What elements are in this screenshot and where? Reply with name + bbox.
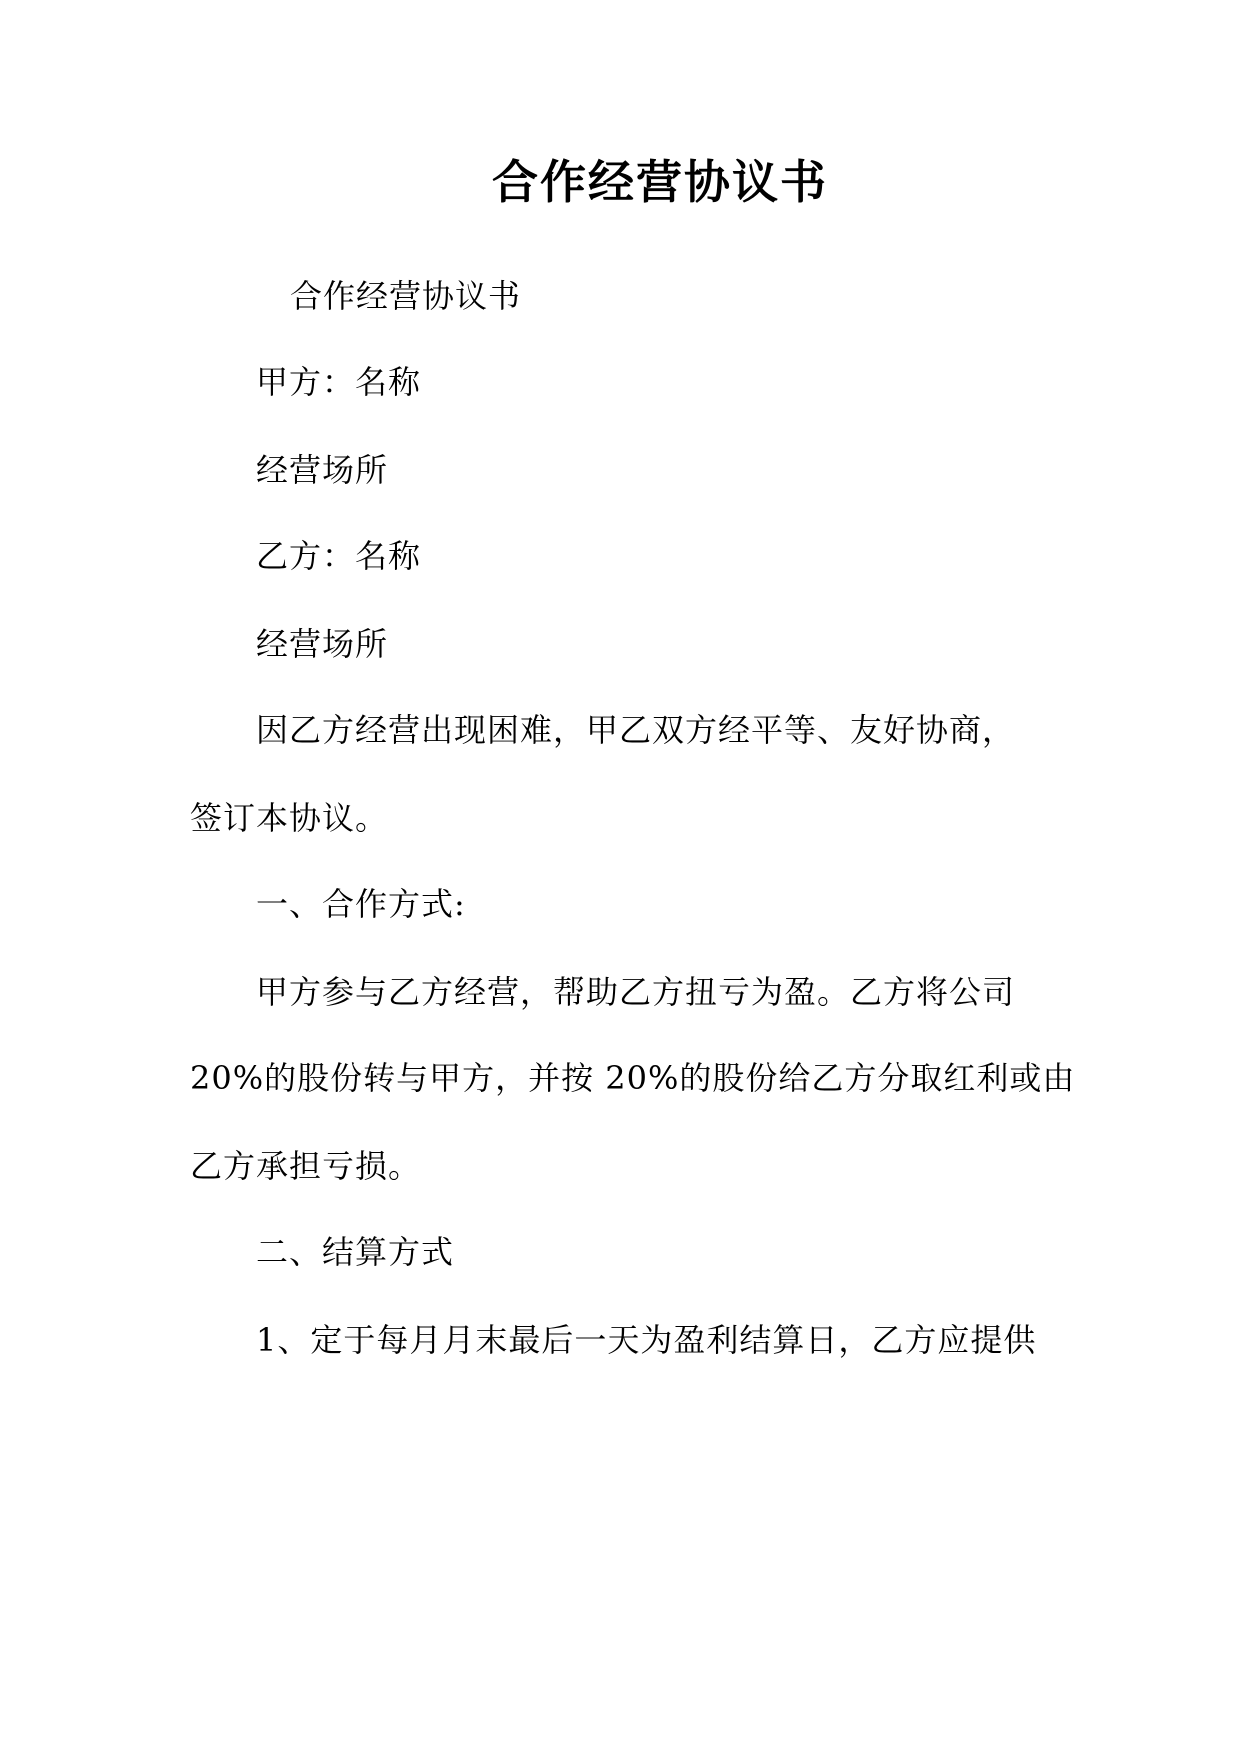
preamble-line-1: 因乙方经营出现困难，甲乙双方经平等、友好协商， bbox=[256, 711, 1016, 749]
party-b-address-line: 经营场所 bbox=[256, 625, 389, 663]
party-a-name-line: 甲方：名称 bbox=[256, 363, 422, 401]
section-2-item-1-line: 1、定于每月月末最后一天为盈利结算日，乙方应提供 bbox=[256, 1321, 1037, 1359]
section-1-heading: 一、合作方式: bbox=[256, 885, 466, 923]
subtitle-line: 合作经营协议书 bbox=[290, 277, 522, 315]
preamble-line-2: 签订本协议。 bbox=[190, 799, 389, 837]
section-1-text-line-3: 乙方承担亏损。 bbox=[190, 1147, 422, 1185]
section-2-heading: 二、结算方式 bbox=[256, 1233, 455, 1271]
party-b-name-line: 乙方：名称 bbox=[256, 537, 422, 575]
document-title: 合作经营协议书 bbox=[492, 155, 828, 209]
section-1-text-line-1: 甲方参与乙方经营，帮助乙方扭亏为盈。乙方将公司 bbox=[256, 973, 1016, 1011]
party-a-address-line: 经营场所 bbox=[256, 451, 389, 489]
section-1-text-line-2: 20%的股份转与甲方，并按 20%的股份给乙方分取红利或由 bbox=[190, 1059, 1076, 1097]
